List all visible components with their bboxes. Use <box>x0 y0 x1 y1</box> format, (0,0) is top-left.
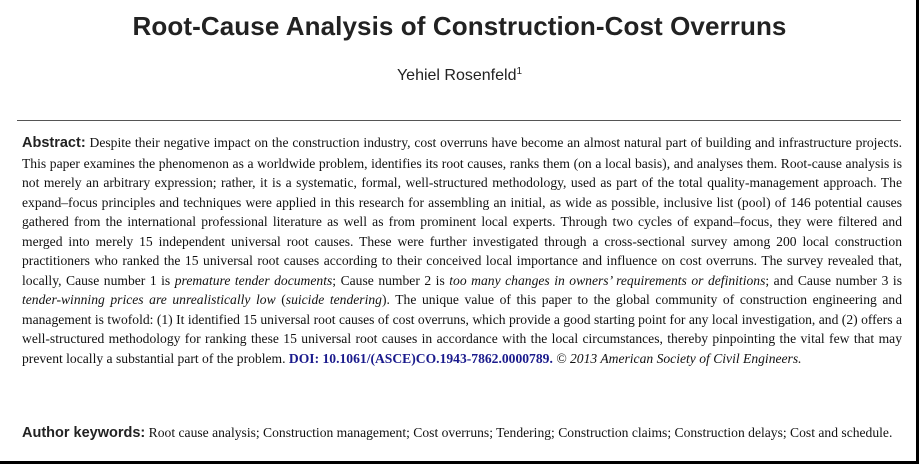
affiliation-marker: 1 <box>516 66 523 77</box>
cause-3: tender-winning prices are unrealistically low <box>22 292 276 307</box>
abstract-text-5: ). The unique value of this paper to the global community of construction engineering and management is twofold: (1) It identified 15 universal root causes of cost overruns, which provide a good starting point for any local investigation, and (2) offers a well-structured methodology for ranking these 15 universal root causes in accordance with the local circumstances, thereby pinpointing the vital few that may prevent locally a substantial part of the problem. <box>22 292 903 366</box>
author-keywords <box>22 423 902 444</box>
keywords-label: Author keywords: <box>22 425 146 441</box>
header-divider <box>17 120 901 121</box>
abstract-text-4: ( <box>275 292 286 307</box>
cause-2: too many changes in owners’ requirements or definitions <box>449 272 766 288</box>
cause-3-alias: suicide tendering <box>285 292 382 307</box>
cause-1: premature tender documents <box>174 272 333 288</box>
paper-title: Root-Cause Analysis of Construction-Cost Overruns <box>132 11 787 41</box>
abstract-label: Abstract: <box>22 135 86 151</box>
keywords-text: Root cause analysis; Construction management; Cost overruns; Tendering; Construction claims; Construction delays; Cost and schedule. <box>145 425 893 440</box>
abstract-text-3: ; and Cause number 3 is <box>765 272 902 288</box>
abstract-paragraph <box>22 133 902 368</box>
abstract-text-1: Despite their negative impact on the construction industry, cost overruns have become an almost natural part of building and infrastructure projects. This paper examines the phenomenon as a worldwide problem, identifies its root causes, ranks them (on a local basis), and analyses them. Root-cause analysis is not merely an arbitrary expression; rather, it is a systematic, formal, well-structured methodology, used as part of the total quality-management approach. The expand–focus principles and techniques were applied in this research for assembling an initial, as wide as possible, inclusive list (pool) of 146 potential causes gathered from the international professional literature as well as from prominent local experts. Through two cycles of expand–focus, they were filtered and merged into merely 15 independent universal root causes. These were further investigated through a cross-sectional survey among 200 local construction practitioners who ranked the 15 universal root causes according to their conceived local importance and influence on cost overruns. The survey revealed that, locally, Cause number 1 is <box>22 135 902 288</box>
abstract-text-2: ; Cause number 2 is <box>332 272 450 288</box>
doi-link[interactable]: 10.1061/(ASCE)CO.1943-7862.0000789. <box>319 350 553 366</box>
copyright-notice: © 2013 American Society of Civil Engineers. <box>552 350 802 366</box>
author-name: Yehiel Rosenfeld <box>396 67 517 84</box>
author-line <box>0 67 919 85</box>
doi-label: DOI: <box>288 350 320 366</box>
